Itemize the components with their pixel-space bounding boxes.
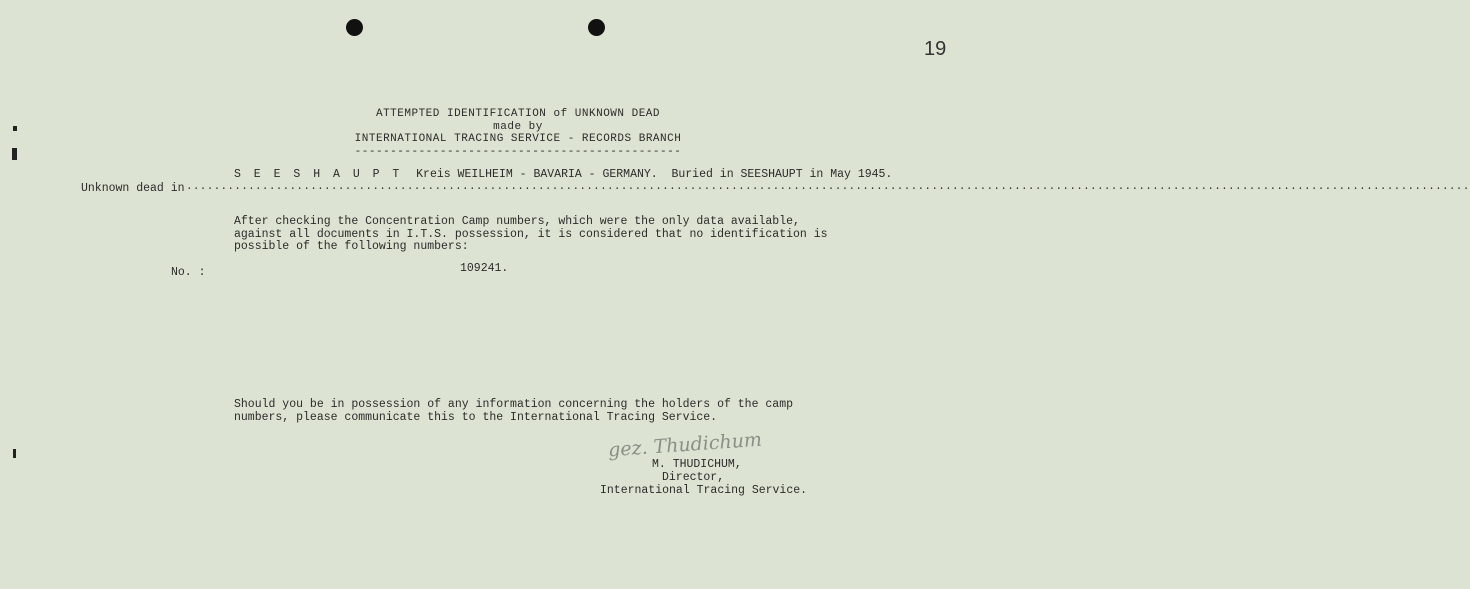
handwritten-signature: gez. Thudichum xyxy=(607,428,763,462)
dotted-leader: .......................................................................................................................................................................................... xyxy=(186,181,1470,193)
statement-paragraph: After checking the Concentration Camp numbers, which were the only data available, against all documents in I.T.S. possession, it is considered that no identification is possible of the following numbers: xyxy=(234,215,828,253)
location-line xyxy=(234,168,892,181)
signatory-name: M. THUDICHUM, xyxy=(652,458,742,471)
header-rule: ---------------------------------------------- xyxy=(354,145,682,158)
camp-number: 109241. xyxy=(460,262,509,275)
margin-mark xyxy=(13,449,16,458)
place-detail: Kreis WEILHEIM - BAVARIA - GERMANY. Buried in SEESHAUPT in May 1945. xyxy=(416,168,893,181)
punch-hole-left xyxy=(346,19,363,36)
place-name: S E E S H A U P T xyxy=(234,168,403,181)
unknown-dead-label: Unknown dead in xyxy=(81,182,185,195)
header-title: ATTEMPTED IDENTIFICATION of UNKNOWN DEAD xyxy=(375,108,661,120)
header-organization: INTERNATIONAL TRACING SERVICE - RECORDS BRANCH xyxy=(354,133,682,145)
numbers-label: No. : xyxy=(171,266,206,279)
margin-mark xyxy=(13,126,17,131)
document-header xyxy=(318,108,718,158)
page-number: 19 xyxy=(924,38,947,60)
punch-hole-right xyxy=(588,19,605,36)
header-made-by: made by xyxy=(493,120,543,133)
signatory-title: Director, xyxy=(662,471,725,484)
signatory-organization: International Tracing Service. xyxy=(600,484,808,497)
request-paragraph: Should you be in possession of any information concerning the holders of the camp numbers, please communicate this to the International Tracing Service. xyxy=(234,398,793,424)
margin-mark xyxy=(12,148,17,160)
